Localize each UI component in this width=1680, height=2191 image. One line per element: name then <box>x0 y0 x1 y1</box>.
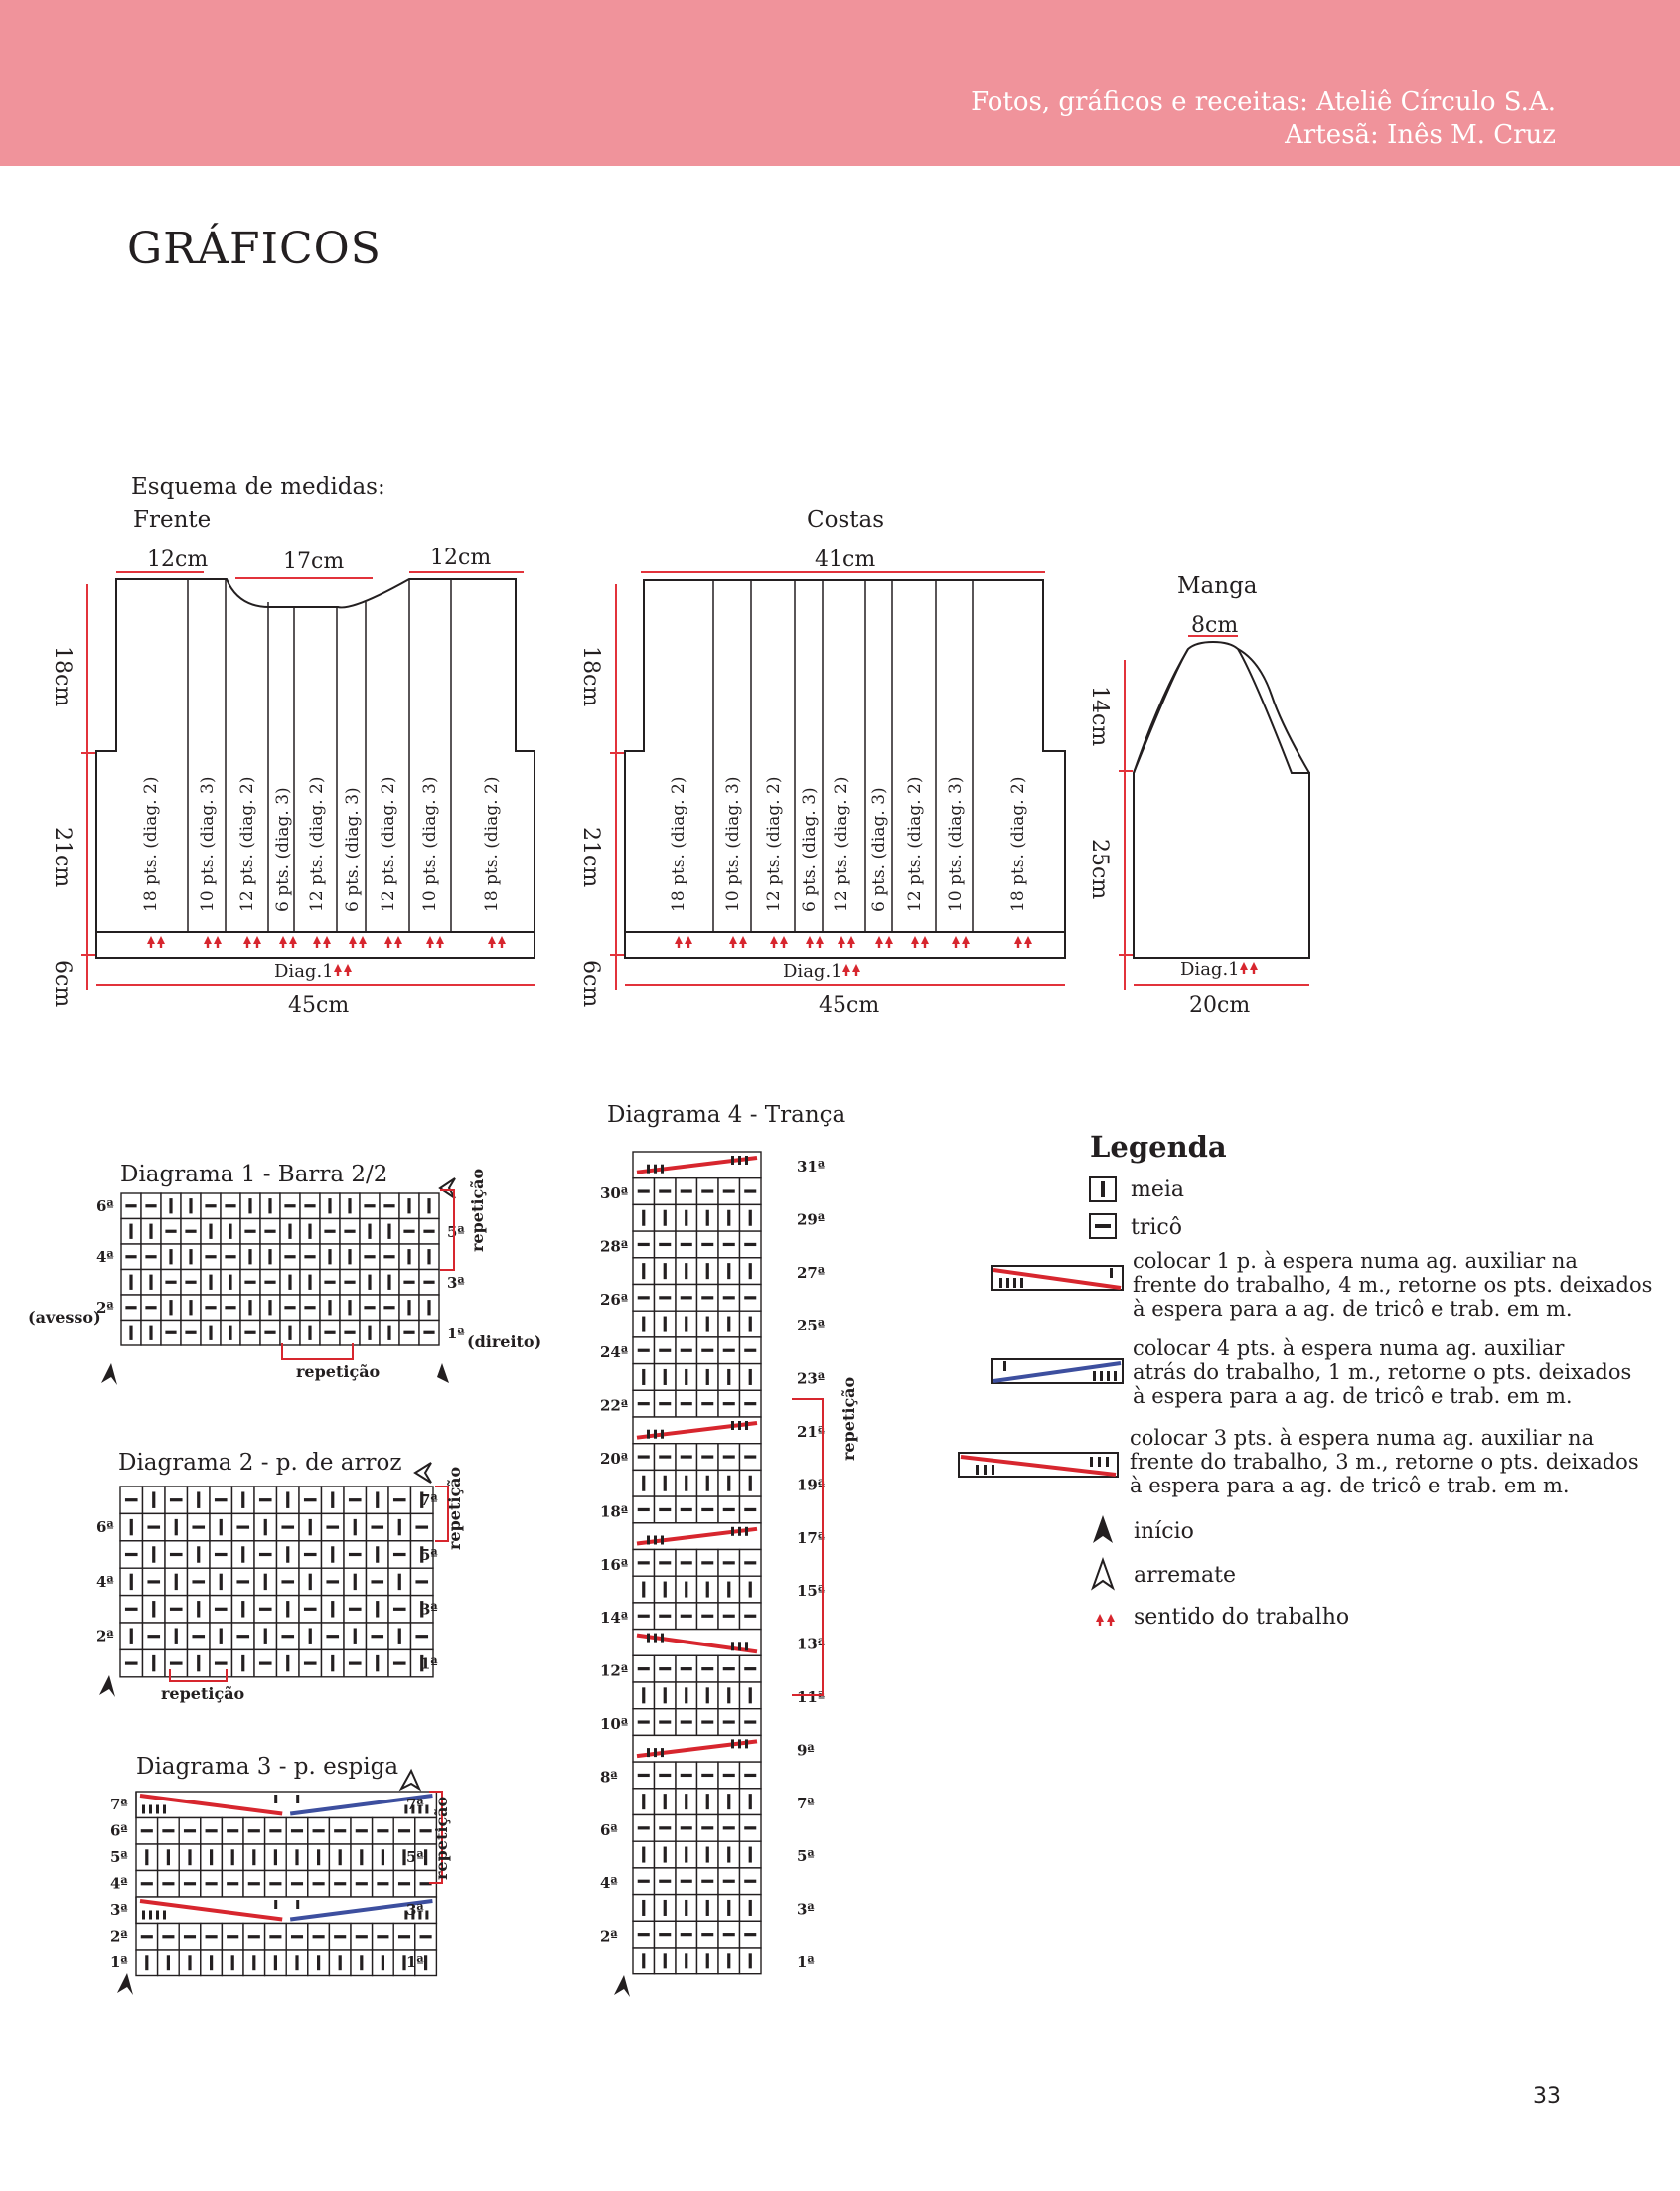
row-number: 2ª <box>110 1927 128 1946</box>
row-number: 23ª <box>797 1369 826 1388</box>
row-number: 3ª <box>447 1274 465 1292</box>
row-number: 26ª <box>600 1290 629 1309</box>
row-number: 15ª <box>797 1582 826 1601</box>
legend-arremate: arremate <box>1134 1563 1237 1588</box>
row-number: 3ª <box>797 1900 815 1919</box>
row-number: 5ª <box>797 1847 815 1866</box>
legend-cross3-line1: colocar 3 pts. à espera numa ag. auxiliar na <box>1130 1426 1595 1450</box>
row-number: 9ª <box>797 1741 815 1760</box>
column-label: 12 pts. (diag. 2) <box>905 776 925 912</box>
legend-inicio: início <box>1134 1519 1194 1544</box>
end-marker-icon <box>415 1463 431 1483</box>
row-number: 1ª <box>797 1954 815 1971</box>
row-number: 18ª <box>600 1502 629 1521</box>
row-number: 2ª <box>600 1927 618 1946</box>
column-label: 6 pts. (diag. 3) <box>869 787 889 912</box>
row-number: 2ª <box>96 1299 114 1317</box>
manga-dim-body: 25cm <box>1087 839 1112 900</box>
credit-artisan: Artesã: Inês M. Cruz <box>1285 120 1556 150</box>
row-number: 16ª <box>600 1555 629 1574</box>
manga-schematic <box>1087 573 1309 1017</box>
row-number: 8ª <box>600 1768 618 1787</box>
row-number: 5ª <box>110 1848 128 1866</box>
diagram1-title: Diagrama 1 - Barra 2/2 <box>120 1162 388 1187</box>
row-number: 31ª <box>797 1158 826 1175</box>
costas-schematic <box>578 507 1065 1017</box>
manga-dim-cap: 14cm <box>1087 686 1112 747</box>
row-number: 3ª <box>420 1600 438 1619</box>
row-number: 22ª <box>600 1396 629 1415</box>
start-marker-icon <box>99 1675 115 1697</box>
column-label: 6 pts. (diag. 3) <box>273 787 293 912</box>
legend-cross1-line2: frente do trabalho, 4 m., retorne os pts. deixados <box>1133 1273 1653 1297</box>
column-label: 6 pts. (diag. 3) <box>800 787 820 912</box>
row-number: 1ª <box>420 1654 438 1673</box>
row-number: 1ª <box>406 1954 424 1971</box>
row-number: 2ª <box>96 1627 114 1645</box>
end-marker-icon <box>1093 1560 1113 1588</box>
row-number: 6ª <box>600 1820 618 1839</box>
row-number: 6ª <box>96 1518 114 1536</box>
costas-title: Costas <box>807 507 885 533</box>
frente-title: Frente <box>133 507 212 533</box>
frente-dim-h-upper: 18cm <box>50 646 75 707</box>
row-number: 25ª <box>797 1317 826 1335</box>
frente-dim-h-mid: 21cm <box>50 827 75 888</box>
start-marker-icon <box>101 1363 117 1385</box>
manga-rib-label: Diag.1 <box>1180 959 1240 980</box>
row-number: 19ª <box>797 1476 826 1494</box>
column-label: 12 pts. (diag. 2) <box>764 776 784 912</box>
diagram-3 <box>110 1754 451 1995</box>
frente-dim-h-low: 6cm <box>50 960 75 1008</box>
row-number: 7ª <box>797 1794 815 1812</box>
column-label: 18 pts. (diag. 2) <box>482 776 502 912</box>
row-number: 24ª <box>600 1343 629 1362</box>
frente-dim-top-mid: 17cm <box>283 549 345 574</box>
diagram3-title: Diagrama 3 - p. espiga <box>136 1754 399 1780</box>
row-number: 20ª <box>600 1450 629 1468</box>
row-number: 6ª <box>96 1197 114 1215</box>
row-number: 5ª <box>420 1545 438 1564</box>
start-marker-icon <box>1093 1515 1113 1543</box>
column-label: 18 pts. (diag. 2) <box>1008 776 1028 912</box>
credit-photos: Fotos, gráficos e receitas: Ateliê Círculo S.A. <box>971 87 1556 117</box>
legend-title: Legenda <box>1090 1130 1227 1164</box>
legend-cross3-line2: frente do trabalho, 3 m., retorne o pts. deixados <box>1130 1450 1639 1474</box>
frente-schematic <box>50 507 535 1017</box>
column-label: 18 pts. (diag. 2) <box>141 776 161 912</box>
row-number: 7ª <box>406 1796 424 1813</box>
column-label: 10 pts. (diag. 3) <box>723 776 743 912</box>
frente-rib-label: Diag.1 <box>274 961 334 982</box>
row-number: 4ª <box>110 1874 128 1893</box>
legend-cross2-line3: à espera para a ag. de tricô e trab. em m. <box>1133 1384 1573 1408</box>
legend-sentido: sentido do trabalho <box>1134 1605 1350 1630</box>
column-label: 10 pts. (diag. 3) <box>946 776 966 912</box>
manga-title: Manga <box>1177 573 1258 599</box>
row-number: 14ª <box>600 1609 629 1628</box>
diagram2-title: Diagrama 2 - p. de arroz <box>118 1450 402 1476</box>
row-number: 13ª <box>797 1635 826 1653</box>
column-label: 12 pts. (diag. 2) <box>237 776 257 912</box>
column-label: 12 pts. (diag. 2) <box>379 776 398 912</box>
diagram4-title: Diagrama 4 - Trança <box>607 1102 846 1128</box>
costas-dim-bottom: 45cm <box>819 993 880 1017</box>
diagram3-repeticao-side: repetição <box>432 1796 451 1880</box>
row-number: 1ª <box>447 1325 465 1342</box>
diagram2-repeticao-bottom: repetição <box>161 1684 245 1703</box>
row-number: 12ª <box>600 1661 629 1680</box>
legend-cross1-line3: à espera para a ag. de tricô e trab. em m. <box>1133 1297 1573 1321</box>
page-title: GRÁFICOS <box>127 224 382 274</box>
legend-meia: meia <box>1131 1177 1185 1202</box>
measurement-schematics <box>50 474 1309 1017</box>
diagram4-repeticao-side: repetição <box>840 1376 858 1461</box>
legend-cross2-line1: colocar 4 pts. à espera numa ag. auxiliar <box>1133 1336 1565 1360</box>
row-number: 4ª <box>600 1874 618 1893</box>
manga-dim-bottom: 20cm <box>1189 993 1251 1017</box>
start-marker-icon <box>614 1975 630 1997</box>
column-label: 6 pts. (diag. 3) <box>343 787 363 912</box>
legend-cross3-line3: à espera para a ag. de tricô e trab. em m. <box>1130 1474 1570 1497</box>
row-number: 27ª <box>797 1263 826 1282</box>
row-number: 1ª <box>110 1954 128 1971</box>
row-number: 30ª <box>600 1184 629 1202</box>
costas-column-labels <box>669 776 1032 948</box>
column-label: 10 pts. (diag. 3) <box>198 776 218 912</box>
costas-dim-h-mid: 21cm <box>578 827 603 888</box>
diagram1-avesso: (avesso) <box>28 1308 101 1327</box>
row-number: 10ª <box>600 1715 629 1733</box>
page-number: 33 <box>1533 2084 1561 2109</box>
end-marker-icon <box>401 1771 419 1789</box>
diagram-1 <box>28 1162 541 1385</box>
start-marker-icon <box>117 1973 133 1995</box>
row-number: 29ª <box>797 1210 826 1229</box>
costas-dim-h-low: 6cm <box>578 960 603 1008</box>
start-marker-icon <box>437 1363 449 1383</box>
legend-cross2-line2: atrás do trabalho, 1 m., retorne o pts. deixados <box>1133 1360 1632 1384</box>
row-number: 4ª <box>96 1248 114 1266</box>
diagram2-repeticao-side: repetição <box>445 1466 464 1550</box>
frente-dim-top-right: 12cm <box>430 546 492 570</box>
diagram-4 <box>600 1102 858 1997</box>
diagram1-repeticao-bottom: repetição <box>296 1362 381 1381</box>
legend <box>959 1130 1652 1630</box>
end-marker-icon <box>440 1178 455 1198</box>
diagram-2 <box>96 1450 464 1703</box>
frente-dim-bottom: 45cm <box>288 993 350 1017</box>
row-number: 3ª <box>406 1901 424 1919</box>
column-label: 10 pts. (diag. 3) <box>420 776 440 912</box>
row-number: 17ª <box>797 1528 826 1547</box>
row-number: 21ª <box>797 1423 826 1441</box>
schematic-heading: Esquema de medidas: <box>131 474 385 500</box>
legend-trico: tricô <box>1131 1215 1182 1240</box>
row-number: 7ª <box>420 1491 438 1509</box>
diagram1-direito: (direito) <box>467 1332 542 1351</box>
row-number: 5ª <box>447 1223 465 1241</box>
row-number: 28ª <box>600 1237 629 1256</box>
diagram1-repeticao-side: repetição <box>468 1168 487 1252</box>
frente-dim-top-left: 12cm <box>147 548 209 572</box>
row-number: 7ª <box>110 1796 128 1813</box>
costas-rib-label: Diag.1 <box>783 961 842 982</box>
row-number: 3ª <box>110 1901 128 1919</box>
legend-cross1-line1: colocar 1 p. à espera numa ag. auxiliar na <box>1133 1249 1578 1273</box>
row-number: 4ª <box>96 1572 114 1591</box>
manga-dim-top: 8cm <box>1191 613 1239 638</box>
row-number: 5ª <box>406 1848 424 1866</box>
row-number: 11ª <box>797 1688 826 1706</box>
costas-dim-h-upper: 18cm <box>578 646 603 707</box>
column-label: 18 pts. (diag. 2) <box>669 776 688 912</box>
costas-dim-top: 41cm <box>815 548 876 572</box>
column-label: 12 pts. (diag. 2) <box>832 776 851 912</box>
column-label: 12 pts. (diag. 2) <box>307 776 327 912</box>
row-number: 6ª <box>110 1821 128 1840</box>
